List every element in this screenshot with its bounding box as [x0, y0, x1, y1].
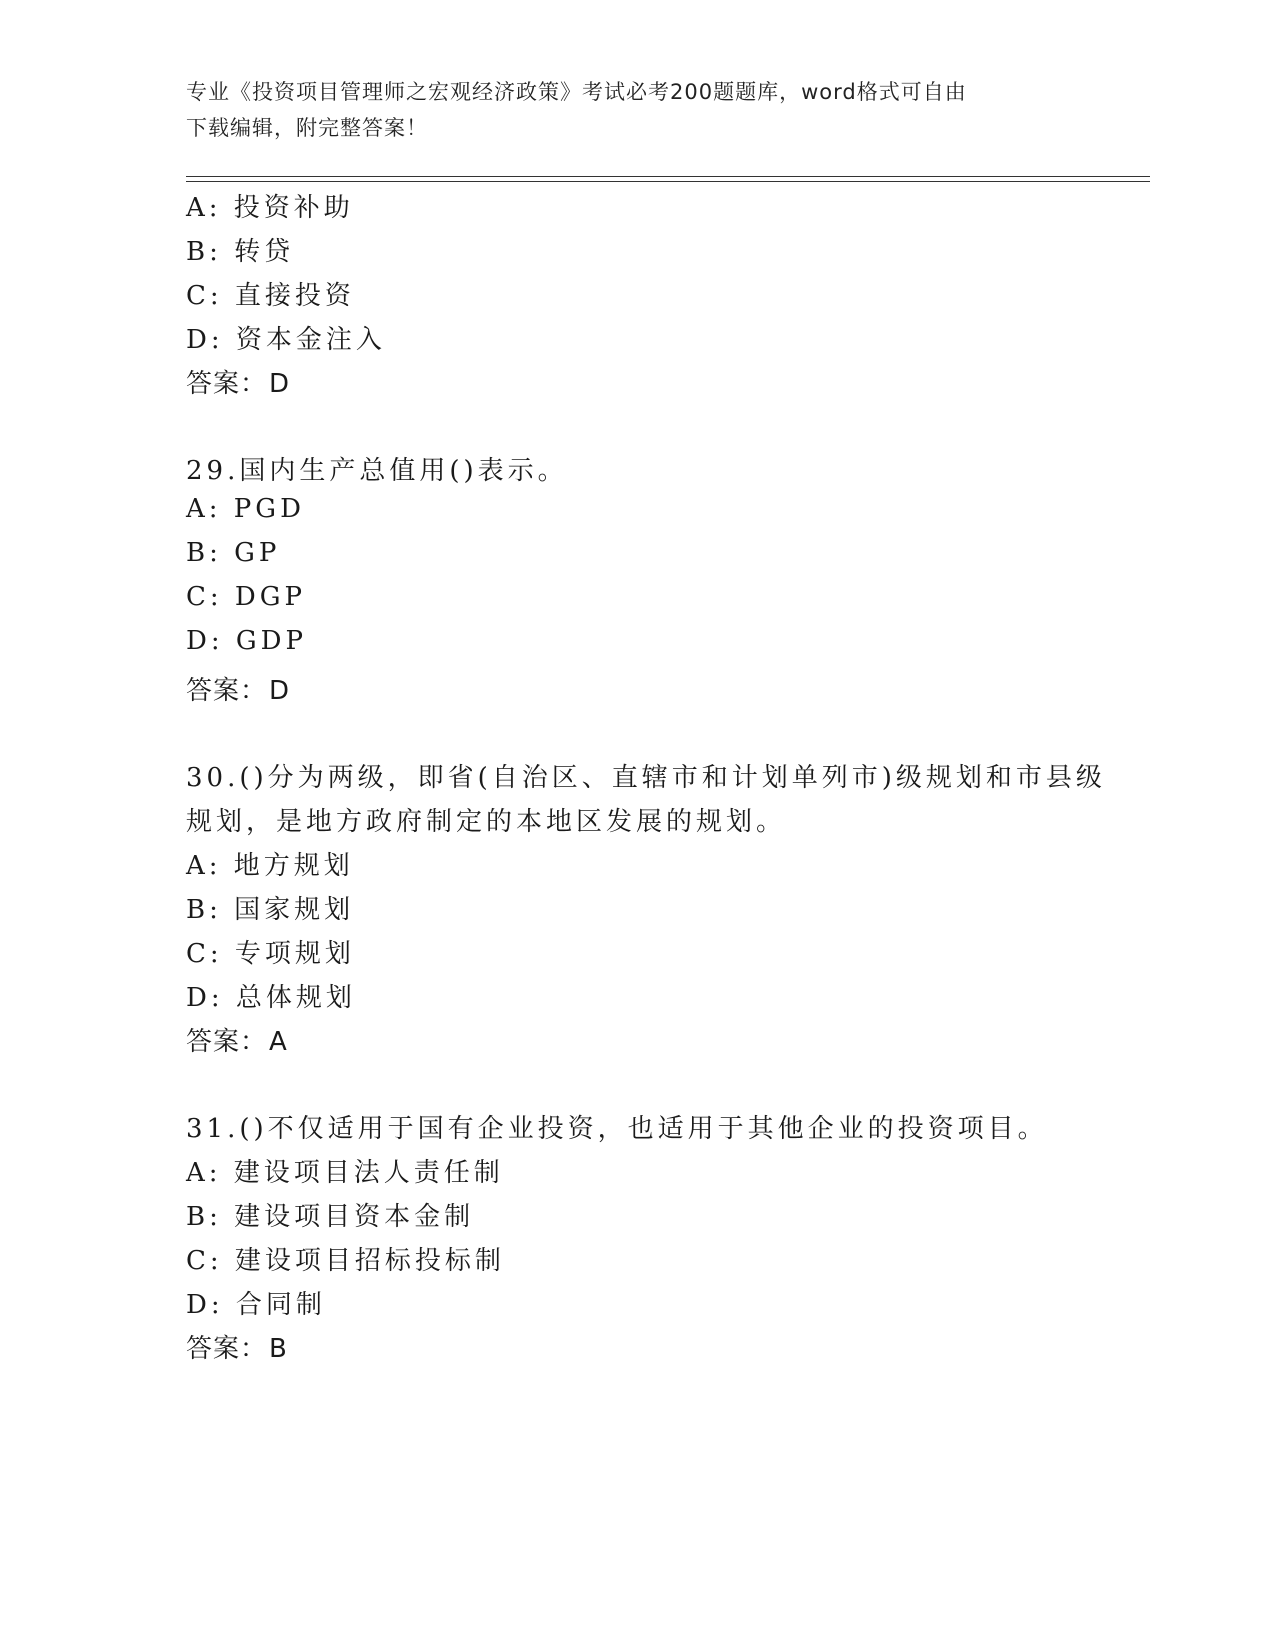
q29-option-c: C: DGP — [186, 582, 307, 612]
q28-option-a: A: 投资补助 — [186, 193, 354, 223]
q28-option-b: B: 转贷 — [186, 237, 295, 267]
q30-option-b: B: 国家规划 — [186, 895, 355, 925]
q31-option-c: C: 建设项目招标投标制 — [186, 1246, 505, 1276]
q29-option-d: D: GDP — [186, 626, 307, 656]
answer-label: 答案： — [186, 1334, 268, 1364]
header-line-2: 下载编辑，附完整答案！ — [186, 116, 428, 140]
header-line-1: 专业《投资项目管理师之宏观经济政策》考试必考200题题库，word格式可自由 — [186, 80, 967, 104]
q29-option-a: A: PGD — [186, 494, 305, 524]
answer-label: 答案： — [186, 1027, 268, 1057]
q30-answer — [186, 1021, 288, 1058]
document-header — [186, 74, 1066, 146]
q31-question: 31.()不仅适用于国有企业投资，也适用于其他企业的投资项目。 — [186, 1114, 1048, 1144]
q28-option-d: D: 资本金注入 — [186, 325, 386, 355]
q31-option-d: D: 合同制 — [186, 1290, 326, 1320]
answer-value: B — [269, 1334, 288, 1364]
q30-question-line-2: 规划，是地方政府制定的本地区发展的规划。 — [186, 807, 787, 837]
header-divider-bottom — [186, 181, 1150, 182]
q31-option-a: A: 建设项目法人责任制 — [186, 1158, 504, 1188]
header-divider-top — [186, 176, 1150, 177]
q28-answer — [186, 363, 290, 400]
q30-option-d: D: 总体规划 — [186, 983, 356, 1013]
q30-question-line-1: 30.()分为两级，即省(自治区、直辖市和计划单列市)级规划和市县级 — [186, 763, 1106, 793]
q30-option-a: A: 地方规划 — [186, 851, 354, 881]
q29-answer — [186, 670, 290, 707]
answer-value: A — [269, 1027, 288, 1057]
q31-option-b: B: 建设项目资本金制 — [186, 1202, 475, 1232]
answer-value: D — [269, 369, 291, 399]
answer-value: D — [269, 676, 291, 706]
q29-question: 29.国内生产总值用()表示。 — [186, 456, 568, 486]
q28-option-c: C: 直接投资 — [186, 281, 355, 311]
q30-option-c: C: 专项规划 — [186, 939, 355, 969]
q29-option-b: B: GP — [186, 538, 281, 568]
q31-answer — [186, 1328, 288, 1365]
answer-label: 答案： — [186, 676, 268, 706]
answer-label: 答案： — [186, 369, 268, 399]
